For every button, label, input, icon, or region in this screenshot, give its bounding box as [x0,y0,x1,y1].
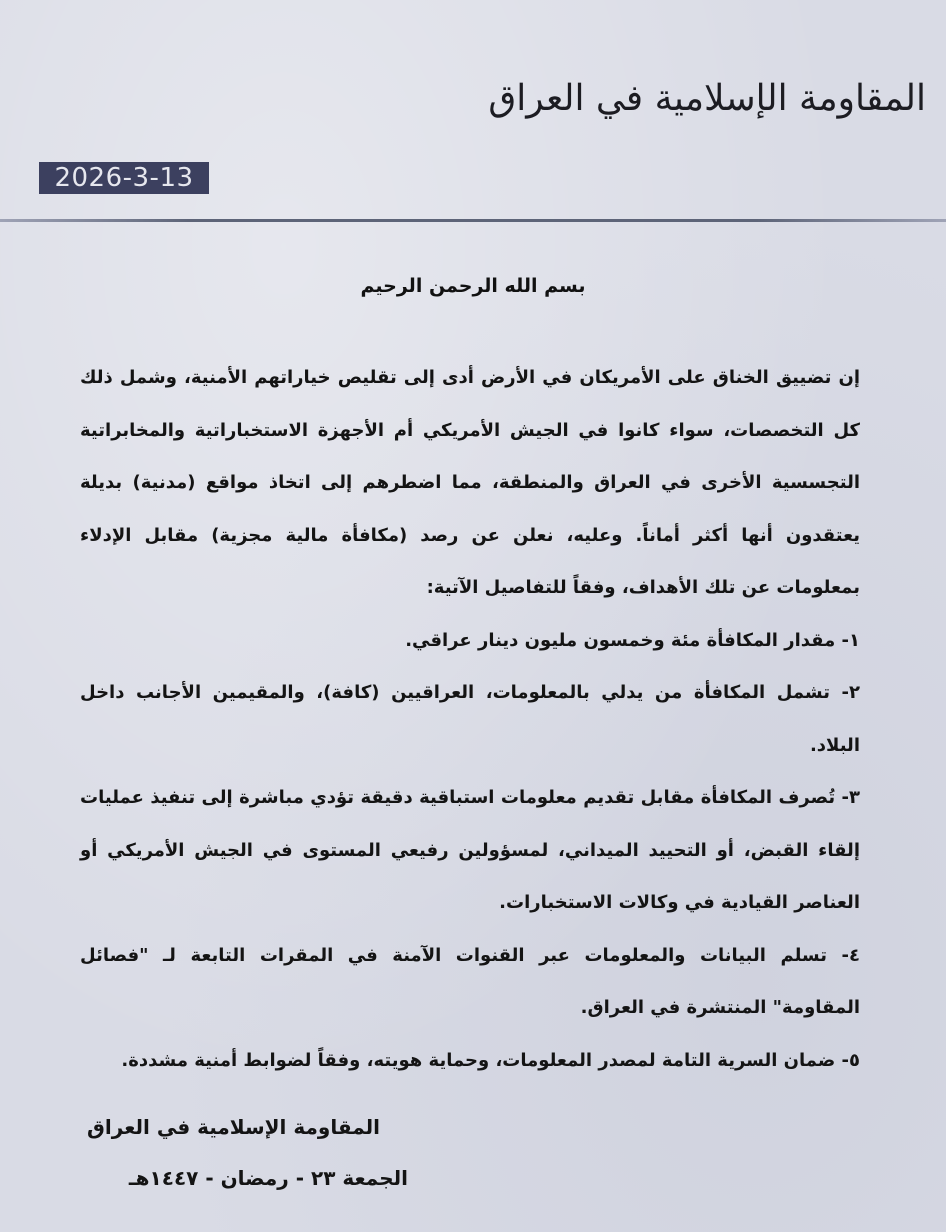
intro-paragraph: إن تضييق الخناق على الأمريكان في الأرض أدى إلى تقليص خياراتهم الأمنية، وشمل ذلك كل التخصصات، سواء كانوا في الجيش الأمريكي أم الأجهزة الاستخباراتية والمخابراتية التجسسية الأخرى في العراق والمنطقة، مما اضطرهم إلى اتخاذ مواقع (مدنية) بديلة يعتقدون أنها أكثر أماناً. وعليه، نعلن عن رصد (مكافأة مالية مجزية) مقابل الإدلاء بمعلومات عن تلك الأهداف، وفقاً للتفاصيل الآتية: [80,367,860,598]
signature-name: المقاومة الإسلامية في العراق [87,1115,380,1139]
list-item: ١- مقدار المكافأة مئة وخمسون مليون دينار عراقي. [405,629,860,651]
signature-date: الجمعة ٢٣ - رمضان - ١٤٤٧هـ [128,1166,408,1190]
list-item: ٥- ضمان السرية التامة لمصدر المعلومات، وحماية هويته، وفقاً لضوابط أمنية مشددة. [121,1049,860,1071]
list-item: ٣- تُصرف المكافأة مقابل تقديم معلومات استباقية دقيقة تؤدي مباشرة إلى تنفيذ عمليات إلقاء القبض، أو التحييد الميداني، لمسؤولين رفيعي المستوى في الجيش الأمريكي أو العناصر القيادية في وكالات الاستخبارات. [80,787,860,913]
organization-logo: المقاومة الإسلامية في العراق [488,78,926,119]
statement-body [80,352,860,1087]
header-divider [0,219,946,222]
list-item: ٤- تسلم البيانات والمعلومات عبر القنوات الآمنة في المقرات التابعة لـ "فصائل المقاومة" المنتشرة في العراق. [80,944,860,1018]
basmala-heading: بسم الله الرحمن الرحيم [360,275,586,297]
list-item: ٢- تشمل المكافأة من يدلي بالمعلومات، العراقيين (كافة)، والمقيمين الأجانب داخل البلاد. [80,682,860,756]
date-badge: 2026-3-13 [39,162,209,194]
